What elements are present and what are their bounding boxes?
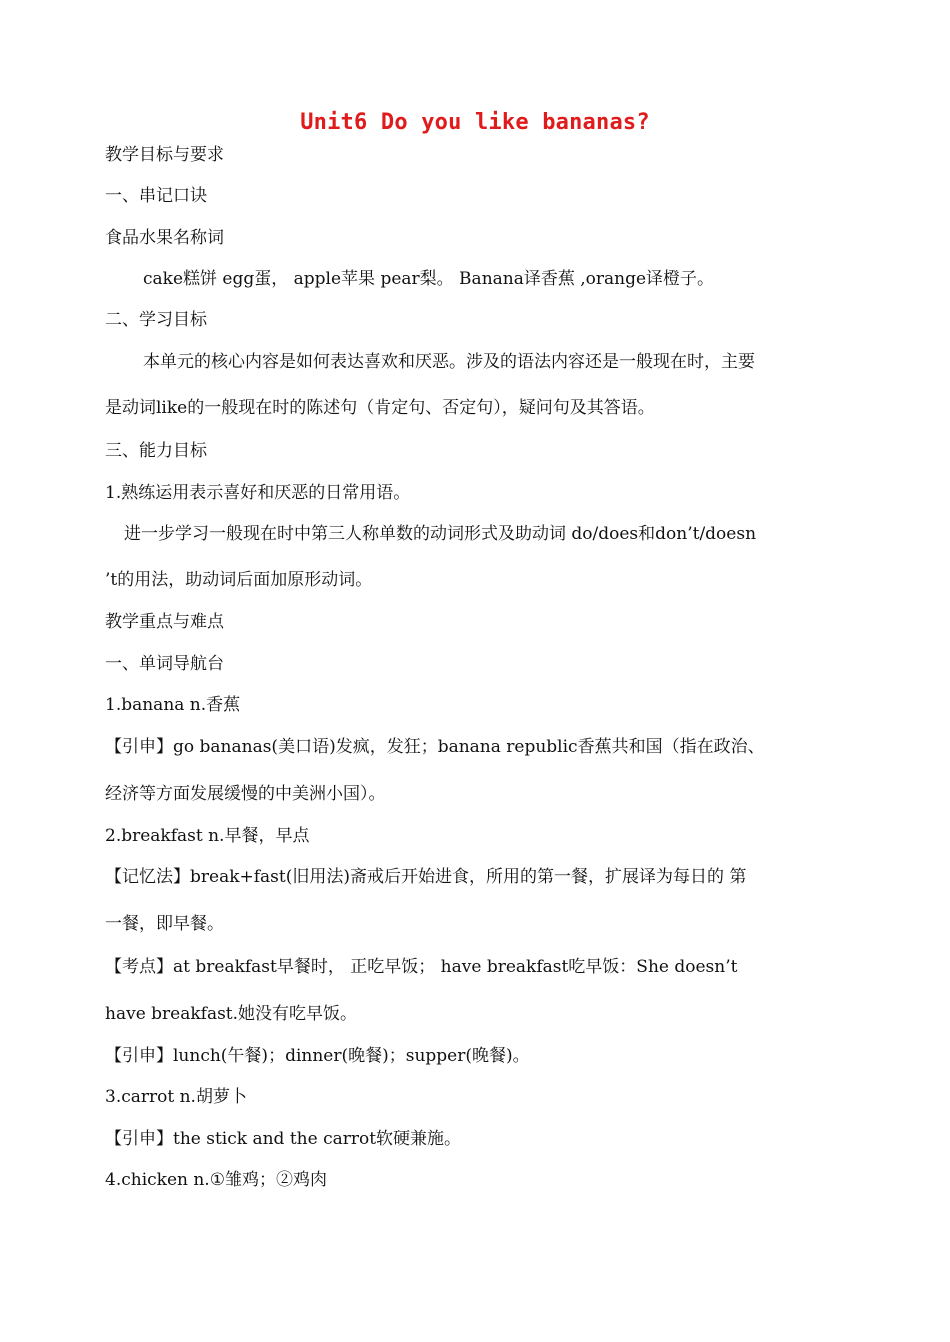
section-heading-mnemonic: 一、串记口诀 — [105, 186, 207, 206]
paragraph-grammar-2: ’t的用法，助动词后面加原形动词。 — [105, 570, 373, 590]
subheading-food-words: 食品水果名称词 — [105, 228, 224, 248]
heading-teaching-goals: 教学目标与要求 — [105, 145, 224, 165]
vocab-note-breakfast-exam-1: 【考点】at breakfast早餐时， 正吃早饭； have breakfast吃早饭：She doesn’t — [105, 957, 738, 977]
vocab-note-breakfast-memory-1: 【记忆法】break+fast(旧用法)斋戒后开始进食，所用的第一餐，扩展译为每日的 第 — [105, 867, 747, 887]
vocab-item-banana: 1.banana n.香蕉 — [105, 695, 241, 715]
list-item-ability-1: 1.熟练运用表示喜好和厌恶的日常用语。 — [105, 483, 411, 503]
paragraph-core-content-1: 本单元的核心内容是如何表达喜欢和厌恶。涉及的语法内容还是一般现在时，主要 — [143, 352, 755, 372]
section-heading-vocabulary: 一、单词导航台 — [105, 654, 224, 674]
paragraph-core-content-2: 是动词like的一般现在时的陈述句（肯定句、否定句），疑问句及其答语。 — [105, 398, 655, 418]
paragraph-food-rhyme: cake糕饼 egg蛋， apple苹果 pear梨。 Banana译香蕉 ,orange译橙子。 — [143, 269, 715, 289]
vocab-note-carrot: 【引申】the stick and the carrot软硬兼施。 — [105, 1129, 462, 1149]
vocab-note-breakfast-exam-2: have breakfast.她没有吃早饭。 — [105, 1004, 358, 1024]
vocab-item-carrot: 3.carrot n.胡萝卜 — [105, 1087, 247, 1107]
vocab-note-banana-1: 【引申】go bananas(美口语)发疯，发狂；banana republic香蕉共和国（指在政治、 — [105, 737, 765, 757]
section-heading-learning-goals: 二、学习目标 — [105, 310, 207, 330]
document-title: Unit6 Do you like bananas? — [300, 110, 650, 135]
paragraph-grammar-1: 进一步学习一般现在时中第三人称单数的动词形式及助动词 do/does和don’t/doesn — [124, 524, 757, 544]
section-heading-ability-goals: 三、能力目标 — [105, 441, 207, 461]
vocab-note-breakfast-memory-2: 一餐，即早餐。 — [105, 914, 224, 934]
vocab-item-chicken: 4.chicken n.①雏鸡；②鸡肉 — [105, 1170, 327, 1190]
vocab-note-banana-2: 经济等方面发展缓慢的中美洲小国）。 — [105, 784, 386, 804]
vocab-note-meals: 【引申】lunch(午餐)；dinner(晚餐)；supper(晚餐)。 — [105, 1046, 530, 1066]
vocab-item-breakfast: 2.breakfast n.早餐，早点 — [105, 826, 310, 846]
heading-key-points: 教学重点与难点 — [105, 612, 224, 632]
